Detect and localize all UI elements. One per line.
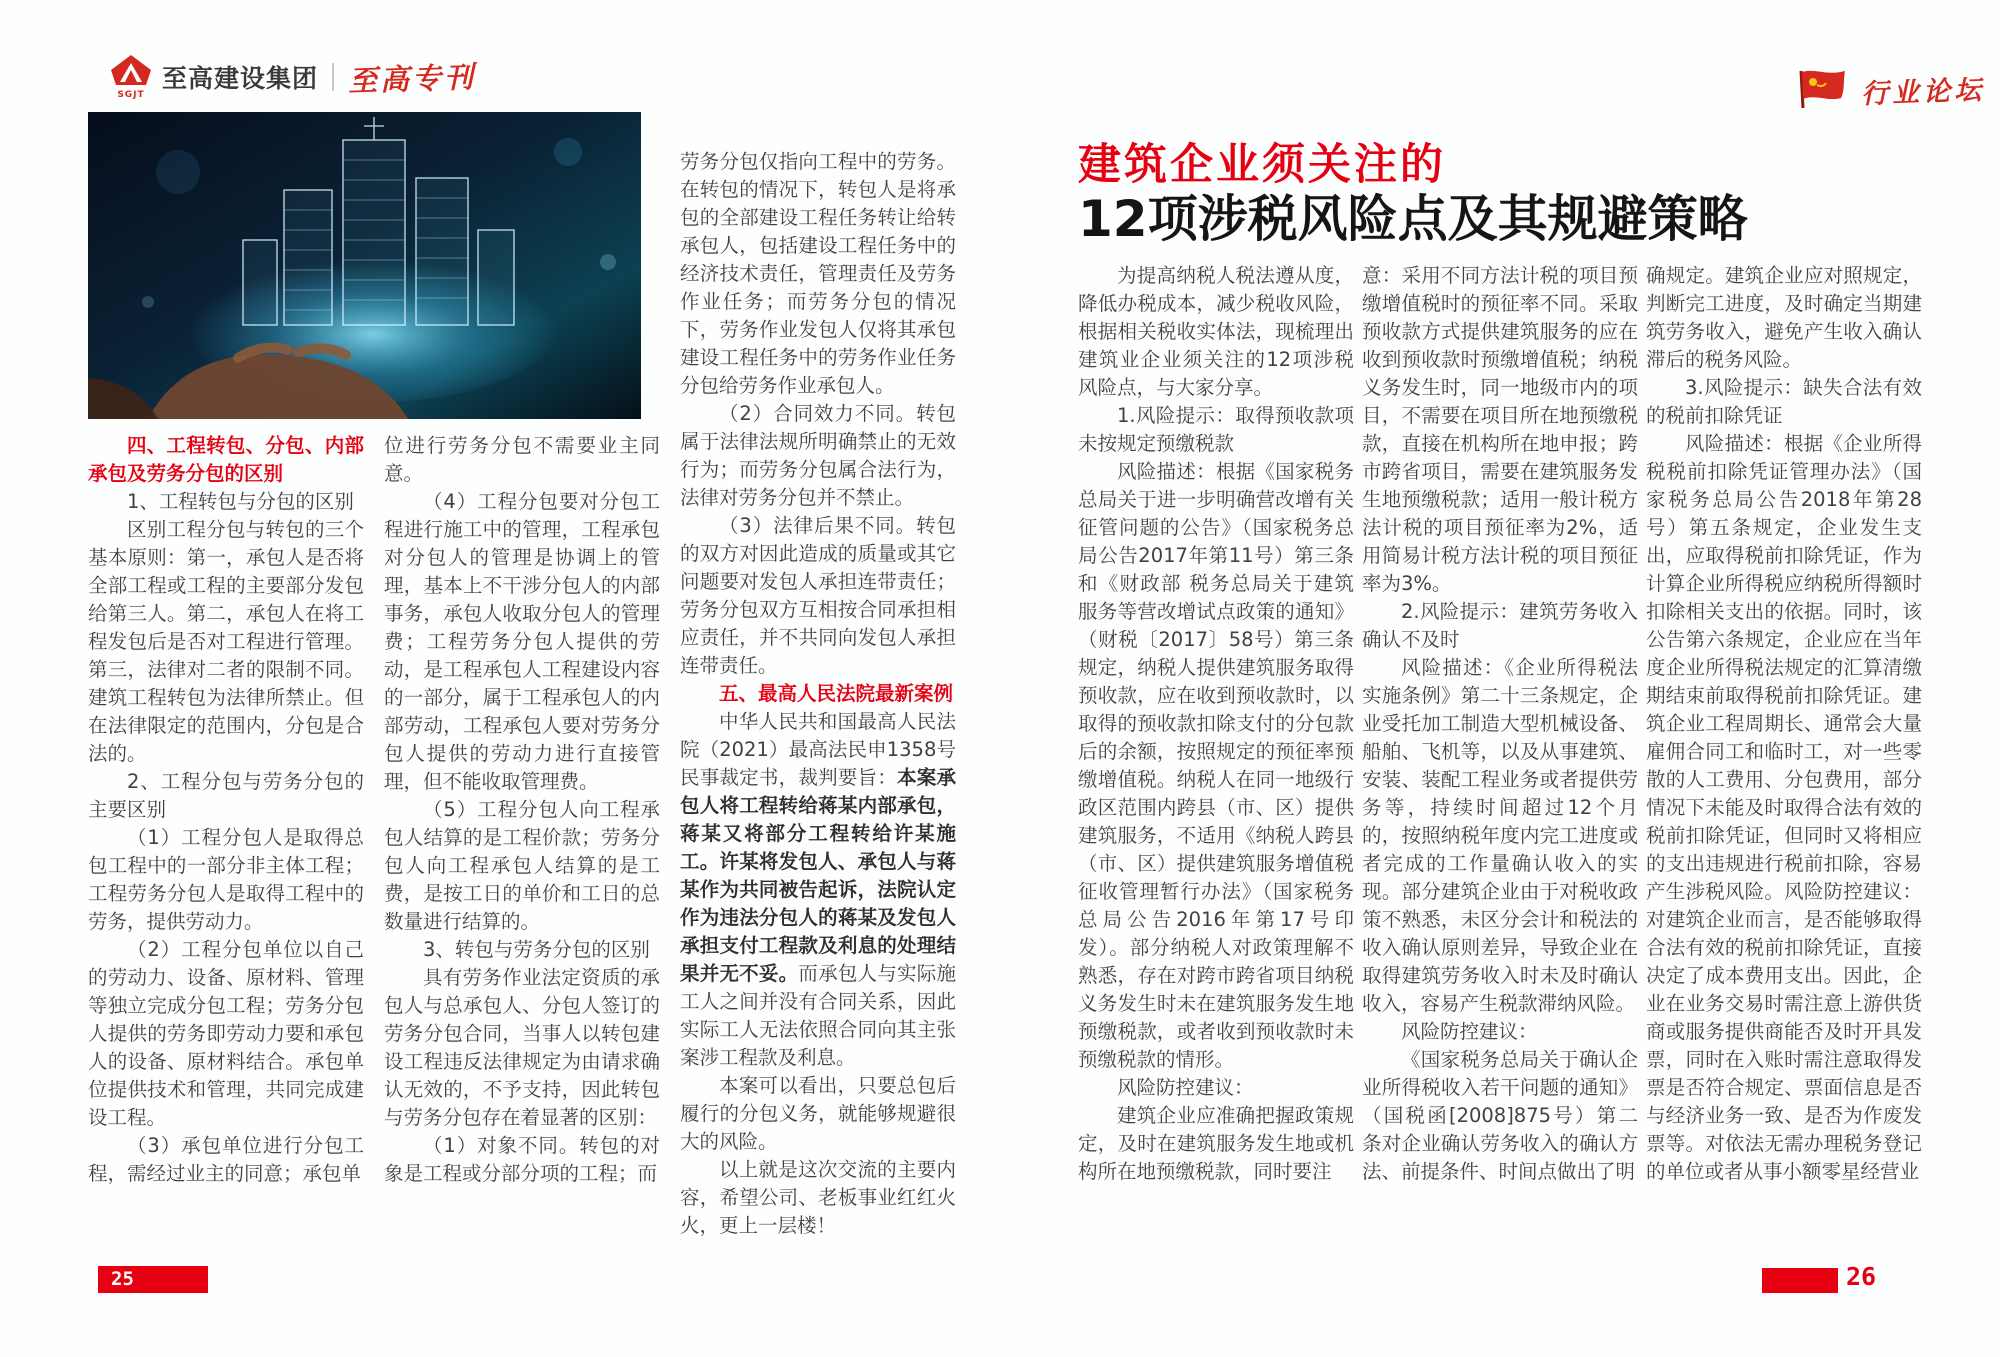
company-logo [110,54,152,100]
section-heading: 五、最高人民法院最新案例 [719,682,954,705]
paragraph: （1）对象不同。转包的对象是工程或分部分项的工程；而 [384,1134,660,1185]
article-title-line2: 12项涉税风险点及其规避策略 [1078,190,1748,249]
paragraph: （5）工程分包人向工程承包人结算的是工程价款；劳务分包人向工程承包人结算的是工费，是按工日的单价和工日的总数量进行结算的。 [384,798,660,933]
paragraph: （1）工程分包人是取得总包工程中的一部分非主体工程；工程劳务分包人是取得工程中的劳务，提供劳动力。 [88,826,364,933]
paragraph: 风险防控建议： [1401,1020,1538,1043]
right-page-column-2 [1362,262,1638,1296]
photo-illustration [88,112,641,419]
left-page-header [110,54,476,100]
red-flag-icon [1795,68,1851,110]
left-page-column-2 [384,432,660,1296]
paragraph: 具有劳务作业法定资质的承包人与总承包人、分包人签订的劳务分包合同，当事人以转包建设工程违反法律规定为由请求确认无效的，不予支持，因此转包与劳务分包存在着显著的区别： [384,966,660,1129]
column-section-label: 行业论坛 [1860,74,1986,110]
paragraph: 风险防控建议： [1117,1076,1254,1099]
paragraph: 风险描述：根据《国家税务总局关于进一步明确营改增有关征管问题的公告》（国家税务总局公告2017年第11号）第三条和《财政部 税务总局关于建筑服务等营改增试点政策的通知》（财税〔2017〕58号）第三条规定，纳税人提供建筑服务取得预收款，应在收到预收款时，以取得的预收款扣除支付的分包款后的余额，按照规定的预征率预缴增值税。纳税人在同一地级行政区范围内跨县（市、区）提供建筑服务，不适用《纳税人跨县（市、区）提供建筑服务增值税征收管理暂行办法》（国家税务总局公告2016年第17号印发）。部分纳税人对政策理解不熟悉，存在对跨市跨省项目纳税义务发生时未在建筑服务发生地预缴税款，或者收到预收款时未预缴税款的情形。 [1078,460,1354,1071]
paragraph: 意：采用不同方法计税的项目预缴增值税时的预征率不同。采取预收款方式提供建筑服务的应在收到预收款时预缴增值税；纳税义务发生时，同一地级市内的项目，不需要在项目所在地预缴税款，直接在机构所在地申报；跨市跨省项目，需要在建筑服务发生地预缴税款；适用一般计税方法计税的项目预征率为2%，适用简易计税方法计税的项目预征率为3%。 [1362,264,1638,595]
hologram-building-photo [88,112,641,419]
section-heading: 四、工程转包、分包、内部承包及劳务分包的区别 [88,434,364,485]
paragraph: 风险描述：《企业所得税法实施条例》第二十三条规定，企业受托加工制造大型机械设备、船舶、飞机等，以及从事建筑、安装、装配工程业务或者提供劳务等，持续时间超过12个月的，按照纳税年度内完工进度或者完成的工作量确认收入的实现。部分建筑企业由于对税收政策不熟悉，未区分会计和税法的收入确认原则差异，导致企业在取得建筑劳务收入时未及时确认收入，容易产生税款滞纳风险。 [1362,656,1638,1015]
paragraph: （2）工程分包单位以自己的劳动力、设备、原材料、管理等独立完成分包工程；劳务分包人提供的劳务即劳动力要和承包人的设备、原材料结合。承包单位提供技术和管理，共同完成建设工程。 [88,938,364,1129]
paragraph: （2）合同效力不同。转包属于法律法规所明确禁止的无效行为；而劳务分包属合法行为，法律对劳务分包并不禁止。 [680,402,956,509]
left-page-column-1 [88,432,364,1296]
page-number-left: 25 [98,1266,208,1293]
page-number-right: 26 [1846,1262,1877,1291]
paragraph: 2、工程分包与劳务分包的主要区别 [88,770,364,821]
paragraph: 区别工程分包与转包的三个基本原则：第一，承包人是否将全部工程或工程的主要部分发包给第三人。第二，承包人在将工程发包后是否对工程进行管理。第三，法律对二者的限制不同。建筑工程转包为法律所禁止。但在法律限定的范围内，分包是合法的。 [88,518,364,765]
page-number-right-bar [1762,1268,1838,1293]
paragraph: 3、转包与劳务分包的区别 [423,938,650,961]
paragraph: 劳务分包仅指向工程中的劳务。在转包的情况下，转包人是将承包的全部建设工程任务转让给转承包人，包括建设工程任务中的经济技术责任，管理责任及劳务作业任务；而劳务分包的情况下，劳务作业发包人仅将其承包建设工程任务中的劳务作业任务分包给劳务作业承包人。 [680,150,956,397]
article-title-line1: 建筑企业须关注的 [1078,140,1446,190]
paragraph: 2.风险提示：建筑劳务收入确认不及时 [1362,600,1638,651]
right-page-column-1 [1078,262,1354,1296]
magazine-name: 至高专刊 [347,59,477,98]
paragraph: 以上就是这次交流的主要内容，希望公司、老板事业红红火火，更上一层楼！ [680,1158,956,1237]
brand-name: 至高建设集团 [162,64,319,93]
paragraph: （3）法律后果不同。转包的双方对因此造成的质量或其它问题要对发包人承担连带责任；劳务分包双方互相按合同承担相应责任，并不共同向发包人承担连带责任。 [680,514,956,677]
paragraph: （4）工程分包要对分包工程进行施工中的管理，工程承包对分包人的管理是协调上的管理，基本上不干涉分包人的内部事务，承包人收取分包人的管理费；工程劳务分包人提供的劳动，是工程承包人工程建设内容的一部分，属于工程承包人的内部劳动，工程承包人要对劳务分包人提供的劳动力进行直接管理，但不能收取管理费。 [384,490,660,793]
left-page-column-3 [680,148,956,1298]
paragraph: 位进行劳务分包不需要业主同意。 [384,434,660,485]
paragraph: 本案可以看出，只要总包后履行的分包义务，就能够规避很大的风险。 [680,1074,956,1153]
logo-caption: SGJT [117,90,145,100]
paragraph: 风险描述：根据《企业所得税税前扣除凭证管理办法》（国家税务总局公告2018年第28号）第五条规定，企业发生支出，应取得税前扣除凭证，作为计算企业所得税应纳税所得额时扣除相关支出的依据。同时，该公告第六条规定，企业应在当年度企业所得税法规定的汇算清缴期结束前取得税前扣除凭证。建筑企业工程周期长、通常会大量雇佣合同工和临时工，对一些零散的人工费用、分包费用，部分情况下未能及时取得合法有效的税前扣除凭证，但同时又将相应的支出违规进行税前扣除，容易产生涉税风险。风险防控建议：对建筑企业而言，是否能够取得合法有效的税前扣除凭证，直接决定了成本费用支出。因此，企业在业务交易时需注意上游供货商或服务提供商能否及时开具发票，同时在入账时需注意取得发票是否符合规定、票面信息是否与经济业务一致、是否为作废发票等。对依法无需办理税务登记的单位或者从事小额零星经营业 [1646,432,1922,1183]
article-title [1078,142,1938,249]
paragraph: 1.风险提示：取得预收款项未按规定预缴税款 [1078,404,1354,455]
right-page-header [1795,68,1985,110]
paragraph: 1、工程转包与分包的区别 [127,490,354,513]
paragraph: 3.风险提示：缺失合法有效的税前扣除凭证 [1646,376,1922,427]
right-page-column-3 [1646,262,1922,1296]
paragraph: 为提高纳税人税法遵从度，降低办税成本，减少税收风险，根据相关税收实体法，现梳理出建筑业企业须关注的12项涉税风险点，与大家分享。 [1078,264,1354,399]
house-logo-icon [110,54,152,90]
paragraph: 中华人民共和国最高人民法院（2021）最高法民申1358号民事裁定书，裁判要旨：本案承包人将工程转给蒋某内部承包，蒋某又将部分工程转给许某施工。许某将发包人、承包人与蒋某作为共同被告起诉，法院认定作为违法分包人的蒋某及发包人承担支付工程款及利息的处理结果并无不妥。而承包人与实际施工人之间并没有合同关系，因此实际工人无法依照合同向其主张案涉工程款及利息。 [680,710,956,1069]
header-divider [332,63,334,91]
paragraph: （3）承包单位进行分包工程，需经过业主的同意；承包单 [88,1134,364,1185]
paragraph: 确规定。建筑企业应对照规定，判断完工进度，及时确定当期建筑劳务收入，避免产生收入确认滞后的税务风险。 [1646,264,1922,371]
paragraph: 《国家税务总局关于确认企业所得税收入若干问题的通知》（国税函[2008]875号）第二条对企业确认劳务收入的确认方法、前提条件、时间点做出了明 [1362,1048,1638,1183]
paragraph: 建筑企业应准确把握政策规定，及时在建筑服务发生地或机构所在地预缴税款，同时要注 [1078,1104,1354,1183]
